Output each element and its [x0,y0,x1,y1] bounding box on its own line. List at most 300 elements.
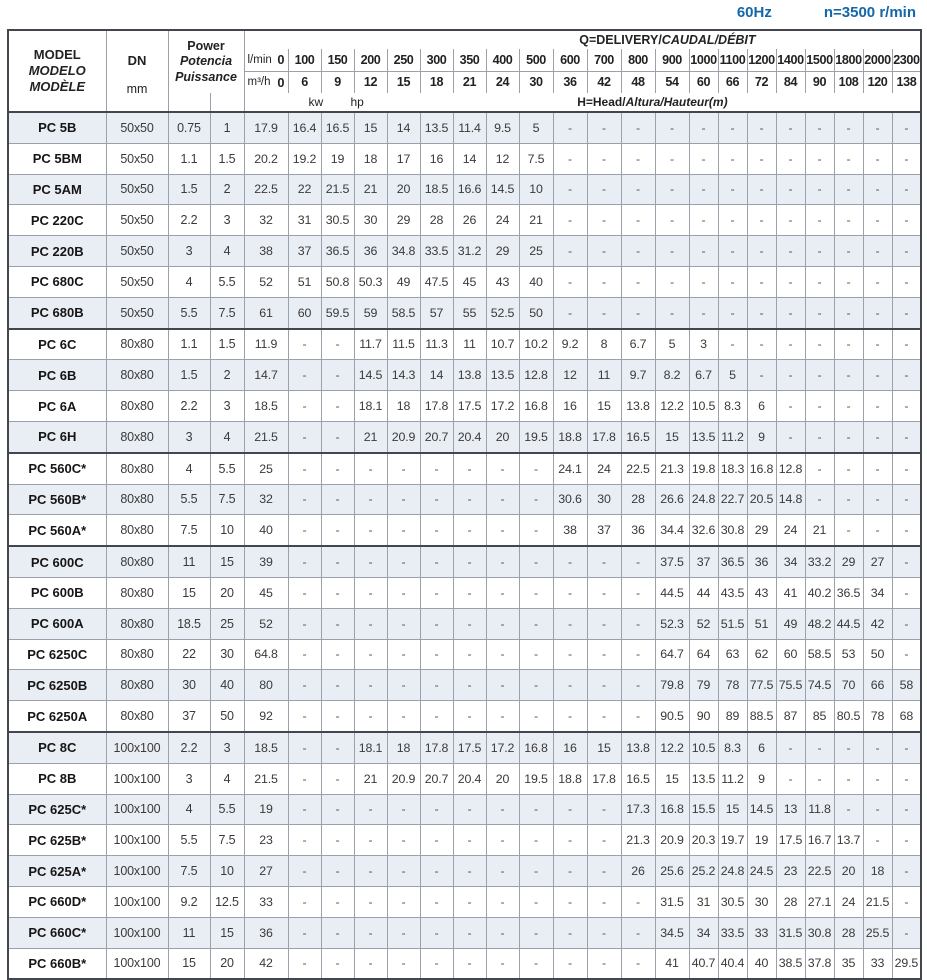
table-row [8,205,921,236]
head-value-cell: 36.5 [321,236,354,267]
head-value-cell: - [863,453,892,484]
table-row [8,917,921,948]
head-value-cell: - [655,297,689,328]
delivery-label-intl: CAUDAL/DÉBIT [661,33,756,47]
head-value-cell: - [553,948,587,979]
head-value-cell: 15 [587,732,621,763]
flow-lmin-value: 250 [387,49,420,71]
model-cell: PC 6H [8,421,106,452]
head-value-cell: - [288,515,321,546]
table-row [8,484,921,515]
head-value-cell: 14.8 [776,484,805,515]
head-value-cell: - [519,608,553,639]
power-label-en: Power [187,39,225,54]
head-value-cell: - [288,360,321,391]
head-value-cell: - [486,856,519,887]
head-value-cell: 6 [747,732,776,763]
head-value-cell: 30.6 [553,484,587,515]
head-value-cell: - [805,236,834,267]
head-value-cell: - [863,266,892,297]
head-value-cell: - [892,825,921,856]
head-value-cell: 10 [519,174,553,205]
head-value-cell: 16.8 [747,453,776,484]
head-value-cell: 52 [244,266,288,297]
kw-cell: 1.5 [168,174,210,205]
head-value-cell: 78 [718,670,747,701]
head-value-cell: - [689,297,718,328]
head-value-cell: 52.3 [655,608,689,639]
head-value-cell: - [387,886,420,917]
head-value-cell: - [387,670,420,701]
head-value-cell: - [553,546,587,577]
head-value-cell: - [321,515,354,546]
head-value-cell: 59 [354,297,387,328]
head-value-cell: 15 [587,391,621,422]
head-value-cell: - [288,856,321,887]
head-value-cell: 23 [776,856,805,887]
table-row [8,515,921,546]
head-value-cell: 78 [863,701,892,732]
head-value-cell: - [321,577,354,608]
dn-cell: 80x80 [106,484,168,515]
kw-cell: 5.5 [168,484,210,515]
head-value-cell: 21.5 [244,763,288,794]
head-value-cell: - [621,886,655,917]
hp-cell: 3 [210,391,244,422]
head-value-cell: - [387,948,420,979]
head-value-cell: - [519,639,553,670]
head-value-cell: 24.5 [747,856,776,887]
head-value-cell: - [519,453,553,484]
head-value-cell: 38 [244,236,288,267]
head-value-cell: - [387,701,420,732]
head-value-cell: 21 [354,763,387,794]
head-value-cell: - [486,794,519,825]
head-value-cell: 17.9 [244,112,288,143]
head-value-cell: 61 [244,297,288,328]
head-label-en: H=Head/ [577,95,626,109]
head-value-cell: 11.4 [453,112,486,143]
head-value-cell: 26 [453,205,486,236]
table-row [8,329,921,360]
head-value-cell: - [805,297,834,328]
head-value-cell: - [288,453,321,484]
head-value-cell: 20 [834,856,863,887]
head-value-cell: 7.5 [519,143,553,174]
head-value-cell: - [587,670,621,701]
head-value-cell: - [834,236,863,267]
head-value-cell: - [519,670,553,701]
head-value-cell: 40 [747,948,776,979]
head-value-cell: 9.7 [621,360,655,391]
head-value-cell: - [621,608,655,639]
head-value-cell: 13.8 [621,732,655,763]
head-value-cell: 26.6 [655,484,689,515]
head-value-cell: - [805,143,834,174]
head-value-cell: - [863,360,892,391]
dn-cell: 100x100 [106,917,168,948]
head-value-cell: 12.8 [519,360,553,391]
head-value-cell: 11.5 [387,329,420,360]
head-value-cell: 64.8 [244,639,288,670]
dn-cell: 80x80 [106,608,168,639]
head-value-cell: 63 [718,639,747,670]
head-value-cell: - [834,297,863,328]
head-value-cell: 34.4 [655,515,689,546]
table-row [8,112,921,143]
head-value-cell: 8.3 [718,391,747,422]
head-value-cell: - [863,205,892,236]
head-value-cell: 16.5 [621,421,655,452]
head-value-cell: - [354,608,387,639]
flow-lmin-value: 500 [519,49,553,71]
head-value-cell: 22.7 [718,484,747,515]
head-value-cell: - [519,577,553,608]
hp-cell: 5.5 [210,266,244,297]
head-value-cell: - [863,329,892,360]
head-value-cell: - [587,856,621,887]
head-value-cell: - [553,266,587,297]
head-value-cell: - [321,453,354,484]
head-value-cell: - [863,484,892,515]
head-value-cell: 87 [776,701,805,732]
head-value-cell: 9 [747,421,776,452]
head-value-cell: - [834,174,863,205]
head-value-cell: 20.3 [689,825,718,856]
head-value-cell: - [587,948,621,979]
head-value-cell: - [892,297,921,328]
head-value-cell: 19 [747,825,776,856]
head-value-cell: 18.5 [420,174,453,205]
kw-unit-header: kw [168,93,210,112]
head-value-cell: - [288,546,321,577]
head-value-cell: - [553,143,587,174]
head-value-cell: 36 [747,546,776,577]
head-value-cell: 21.5 [863,886,892,917]
head-value-cell: - [834,484,863,515]
dn-cell: 100x100 [106,948,168,979]
head-value-cell: - [553,670,587,701]
head-value-cell: 34 [776,546,805,577]
head-value-cell: 13.5 [689,421,718,452]
head-value-cell: 9.2 [553,329,587,360]
hp-cell: 2 [210,174,244,205]
kw-cell: 3 [168,236,210,267]
head-value-cell: 22.5 [244,174,288,205]
dn-cell: 80x80 [106,391,168,422]
head-value-cell: 58.5 [387,297,420,328]
head-value-cell: 41 [776,577,805,608]
head-value-cell: 11 [453,329,486,360]
head-value-cell: - [420,639,453,670]
head-value-cell: - [321,670,354,701]
head-value-cell: - [863,174,892,205]
head-value-cell: - [453,856,486,887]
head-value-cell: 32 [244,484,288,515]
head-value-cell: 33 [244,886,288,917]
head-value-cell: - [387,917,420,948]
head-value-cell: - [587,917,621,948]
m3h-unit-label: m³/h [247,76,271,89]
head-value-cell: - [805,112,834,143]
hp-cell: 3 [210,205,244,236]
pump-spec-table [7,29,922,980]
head-value-cell: 16.8 [519,732,553,763]
head-value-cell: - [747,205,776,236]
head-value-cell: - [420,825,453,856]
kw-cell: 1.5 [168,360,210,391]
head-value-cell: - [621,266,655,297]
flow-m3h-value: 84 [776,71,805,93]
model-cell: PC 6250B [8,670,106,701]
head-value-cell: - [519,484,553,515]
head-value-cell: - [288,391,321,422]
head-value-cell: - [718,205,747,236]
head-value-cell: - [288,329,321,360]
head-value-cell: 30.8 [805,917,834,948]
head-value-cell: - [321,360,354,391]
kw-cell: 4 [168,453,210,484]
head-value-cell: 17.8 [420,732,453,763]
dn-cell: 100x100 [106,732,168,763]
hp-cell: 30 [210,639,244,670]
head-value-cell: - [587,608,621,639]
head-value-cell: 24 [834,886,863,917]
head-value-cell: - [834,421,863,452]
head-value-cell: 28 [776,886,805,917]
head-value-cell: - [587,701,621,732]
head-value-cell: - [553,856,587,887]
head-value-cell: - [689,174,718,205]
head-value-cell: 13.5 [689,763,718,794]
head-value-cell: 20 [486,763,519,794]
head-value-cell: 60 [288,297,321,328]
head-value-cell: 13.5 [420,112,453,143]
head-value-cell: - [621,236,655,267]
head-value-cell: 50.8 [321,266,354,297]
table-row [8,886,921,917]
head-value-cell: 24.1 [553,453,587,484]
model-cell: PC 680B [8,297,106,328]
head-value-cell: - [747,266,776,297]
head-value-cell: - [420,701,453,732]
head-value-cell: 30.5 [321,205,354,236]
head-value-cell: - [321,948,354,979]
table-row [8,608,921,639]
head-value-cell: 55 [453,297,486,328]
head-value-cell: - [587,577,621,608]
flow-m3h-value: 12 [354,71,387,93]
head-value-cell: - [519,856,553,887]
flow-m3h-value: 36 [553,71,587,93]
model-cell: PC 660D* [8,886,106,917]
head-value-cell: 16 [553,732,587,763]
head-value-cell: - [519,794,553,825]
hp-cell: 20 [210,577,244,608]
head-value-cell: 17.2 [486,732,519,763]
head-value-cell: 12.2 [655,732,689,763]
head-value-cell: 50.3 [354,266,387,297]
head-value-cell: - [288,732,321,763]
head-value-cell: 5 [519,112,553,143]
head-value-cell: - [420,886,453,917]
head-value-cell: - [892,329,921,360]
head-value-cell: 8 [587,329,621,360]
flow-lmin-value: 1500 [805,49,834,71]
table-row [8,856,921,887]
head-value-cell: - [486,577,519,608]
head-value-cell: - [453,794,486,825]
head-value-cell: 29 [747,515,776,546]
head-value-cell: - [553,639,587,670]
head-value-cell: 11.2 [718,763,747,794]
dn-cell: 50x50 [106,174,168,205]
head-value-cell: 17.8 [587,421,621,452]
head-value-cell: 10.5 [689,732,718,763]
model-label-es: MODELO [28,62,86,78]
head-value-cell: - [892,763,921,794]
head-value-cell: 49 [776,608,805,639]
head-value-cell: - [354,794,387,825]
head-value-cell: 22.5 [805,856,834,887]
head-value-cell: 20.7 [420,763,453,794]
head-value-cell: - [321,608,354,639]
head-value-cell: 21.5 [321,174,354,205]
head-value-cell: - [519,515,553,546]
head-value-cell: - [863,297,892,328]
head-value-cell: 41 [655,948,689,979]
head-value-cell: - [420,453,453,484]
head-value-cell: - [834,143,863,174]
head-value-cell: - [387,856,420,887]
head-value-cell: - [453,484,486,515]
dn-cell: 50x50 [106,112,168,143]
head-value-cell: - [587,886,621,917]
kw-cell: 22 [168,639,210,670]
dn-cell: 100x100 [106,763,168,794]
head-value-cell: 90 [689,701,718,732]
head-value-cell: 80 [244,670,288,701]
head-value-cell: - [354,917,387,948]
head-value-cell: 31 [288,205,321,236]
head-value-cell: 21 [805,515,834,546]
head-value-cell: - [892,639,921,670]
head-value-cell: 27.1 [805,886,834,917]
flow-m3h-value: 21 [453,71,486,93]
head-value-cell: - [747,174,776,205]
head-value-cell: - [420,577,453,608]
head-value-cell: 27 [244,856,288,887]
model-label-fr: MODÈLE [29,79,86,95]
head-value-cell: 19.2 [288,143,321,174]
head-value-cell: 35 [834,948,863,979]
kw-cell: 5.5 [168,825,210,856]
head-value-cell: 20.9 [387,763,420,794]
head-value-cell: 51 [747,608,776,639]
head-value-cell: - [288,886,321,917]
head-value-cell: - [587,825,621,856]
head-value-cell: - [805,421,834,452]
head-value-cell: - [892,732,921,763]
flow-m3h-value: 9 [321,71,354,93]
head-value-cell: 25.2 [689,856,718,887]
head-value-cell: 14.3 [387,360,420,391]
head-value-cell: 8.2 [655,360,689,391]
head-value-cell: - [553,577,587,608]
head-value-cell: - [420,856,453,887]
speed-label: n=3500 r/min [823,4,916,21]
head-value-cell: 43.5 [718,577,747,608]
head-value-cell: 16.4 [288,112,321,143]
head-value-cell: - [354,670,387,701]
head-value-cell: 34 [863,577,892,608]
head-value-cell: 33.5 [718,917,747,948]
head-value-cell: 66 [863,670,892,701]
dn-cell: 50x50 [106,143,168,174]
head-value-cell: 28 [621,484,655,515]
head-value-cell: 12 [486,143,519,174]
head-value-cell: - [621,297,655,328]
head-value-cell: - [354,825,387,856]
head-value-cell: 68 [892,701,921,732]
head-value-cell: - [805,205,834,236]
head-header [244,93,921,112]
head-value-cell: 33.2 [805,546,834,577]
head-value-cell: 21 [519,205,553,236]
head-value-cell: 36 [244,917,288,948]
head-value-cell: 20.4 [453,763,486,794]
dn-cell: 50x50 [106,266,168,297]
dn-cell: 100x100 [106,825,168,856]
head-value-cell: - [834,205,863,236]
model-cell: PC 600A [8,608,106,639]
head-value-cell: - [288,763,321,794]
head-value-cell: 17.8 [420,391,453,422]
head-value-cell: 64 [689,639,718,670]
head-value-cell: 20.5 [747,484,776,515]
head-value-cell: - [718,297,747,328]
head-value-cell: 45 [453,266,486,297]
head-value-cell: - [553,608,587,639]
head-value-cell: - [387,577,420,608]
head-value-cell: - [354,453,387,484]
table-row [8,701,921,732]
head-value-cell: 16.8 [655,794,689,825]
head-value-cell: - [587,546,621,577]
head-value-cell: - [892,236,921,267]
kw-cell: 11 [168,917,210,948]
head-value-cell: - [863,763,892,794]
head-value-cell: - [519,546,553,577]
head-value-cell: 20.4 [453,421,486,452]
head-value-cell: - [453,825,486,856]
head-value-cell: - [689,205,718,236]
head-value-cell: - [892,360,921,391]
table-row [8,577,921,608]
table-row [8,266,921,297]
kw-cell: 30 [168,670,210,701]
head-value-cell: 34.5 [655,917,689,948]
flow-lmin-value: 200 [354,49,387,71]
head-value-cell: - [892,886,921,917]
head-value-cell: - [805,484,834,515]
head-value-cell: 32.6 [689,515,718,546]
flow-lmin-value: 900 [655,49,689,71]
model-cell: PC 660B* [8,948,106,979]
kw-cell: 15 [168,948,210,979]
head-value-cell: - [354,856,387,887]
flow-lmin-value: 2300 [892,49,921,71]
